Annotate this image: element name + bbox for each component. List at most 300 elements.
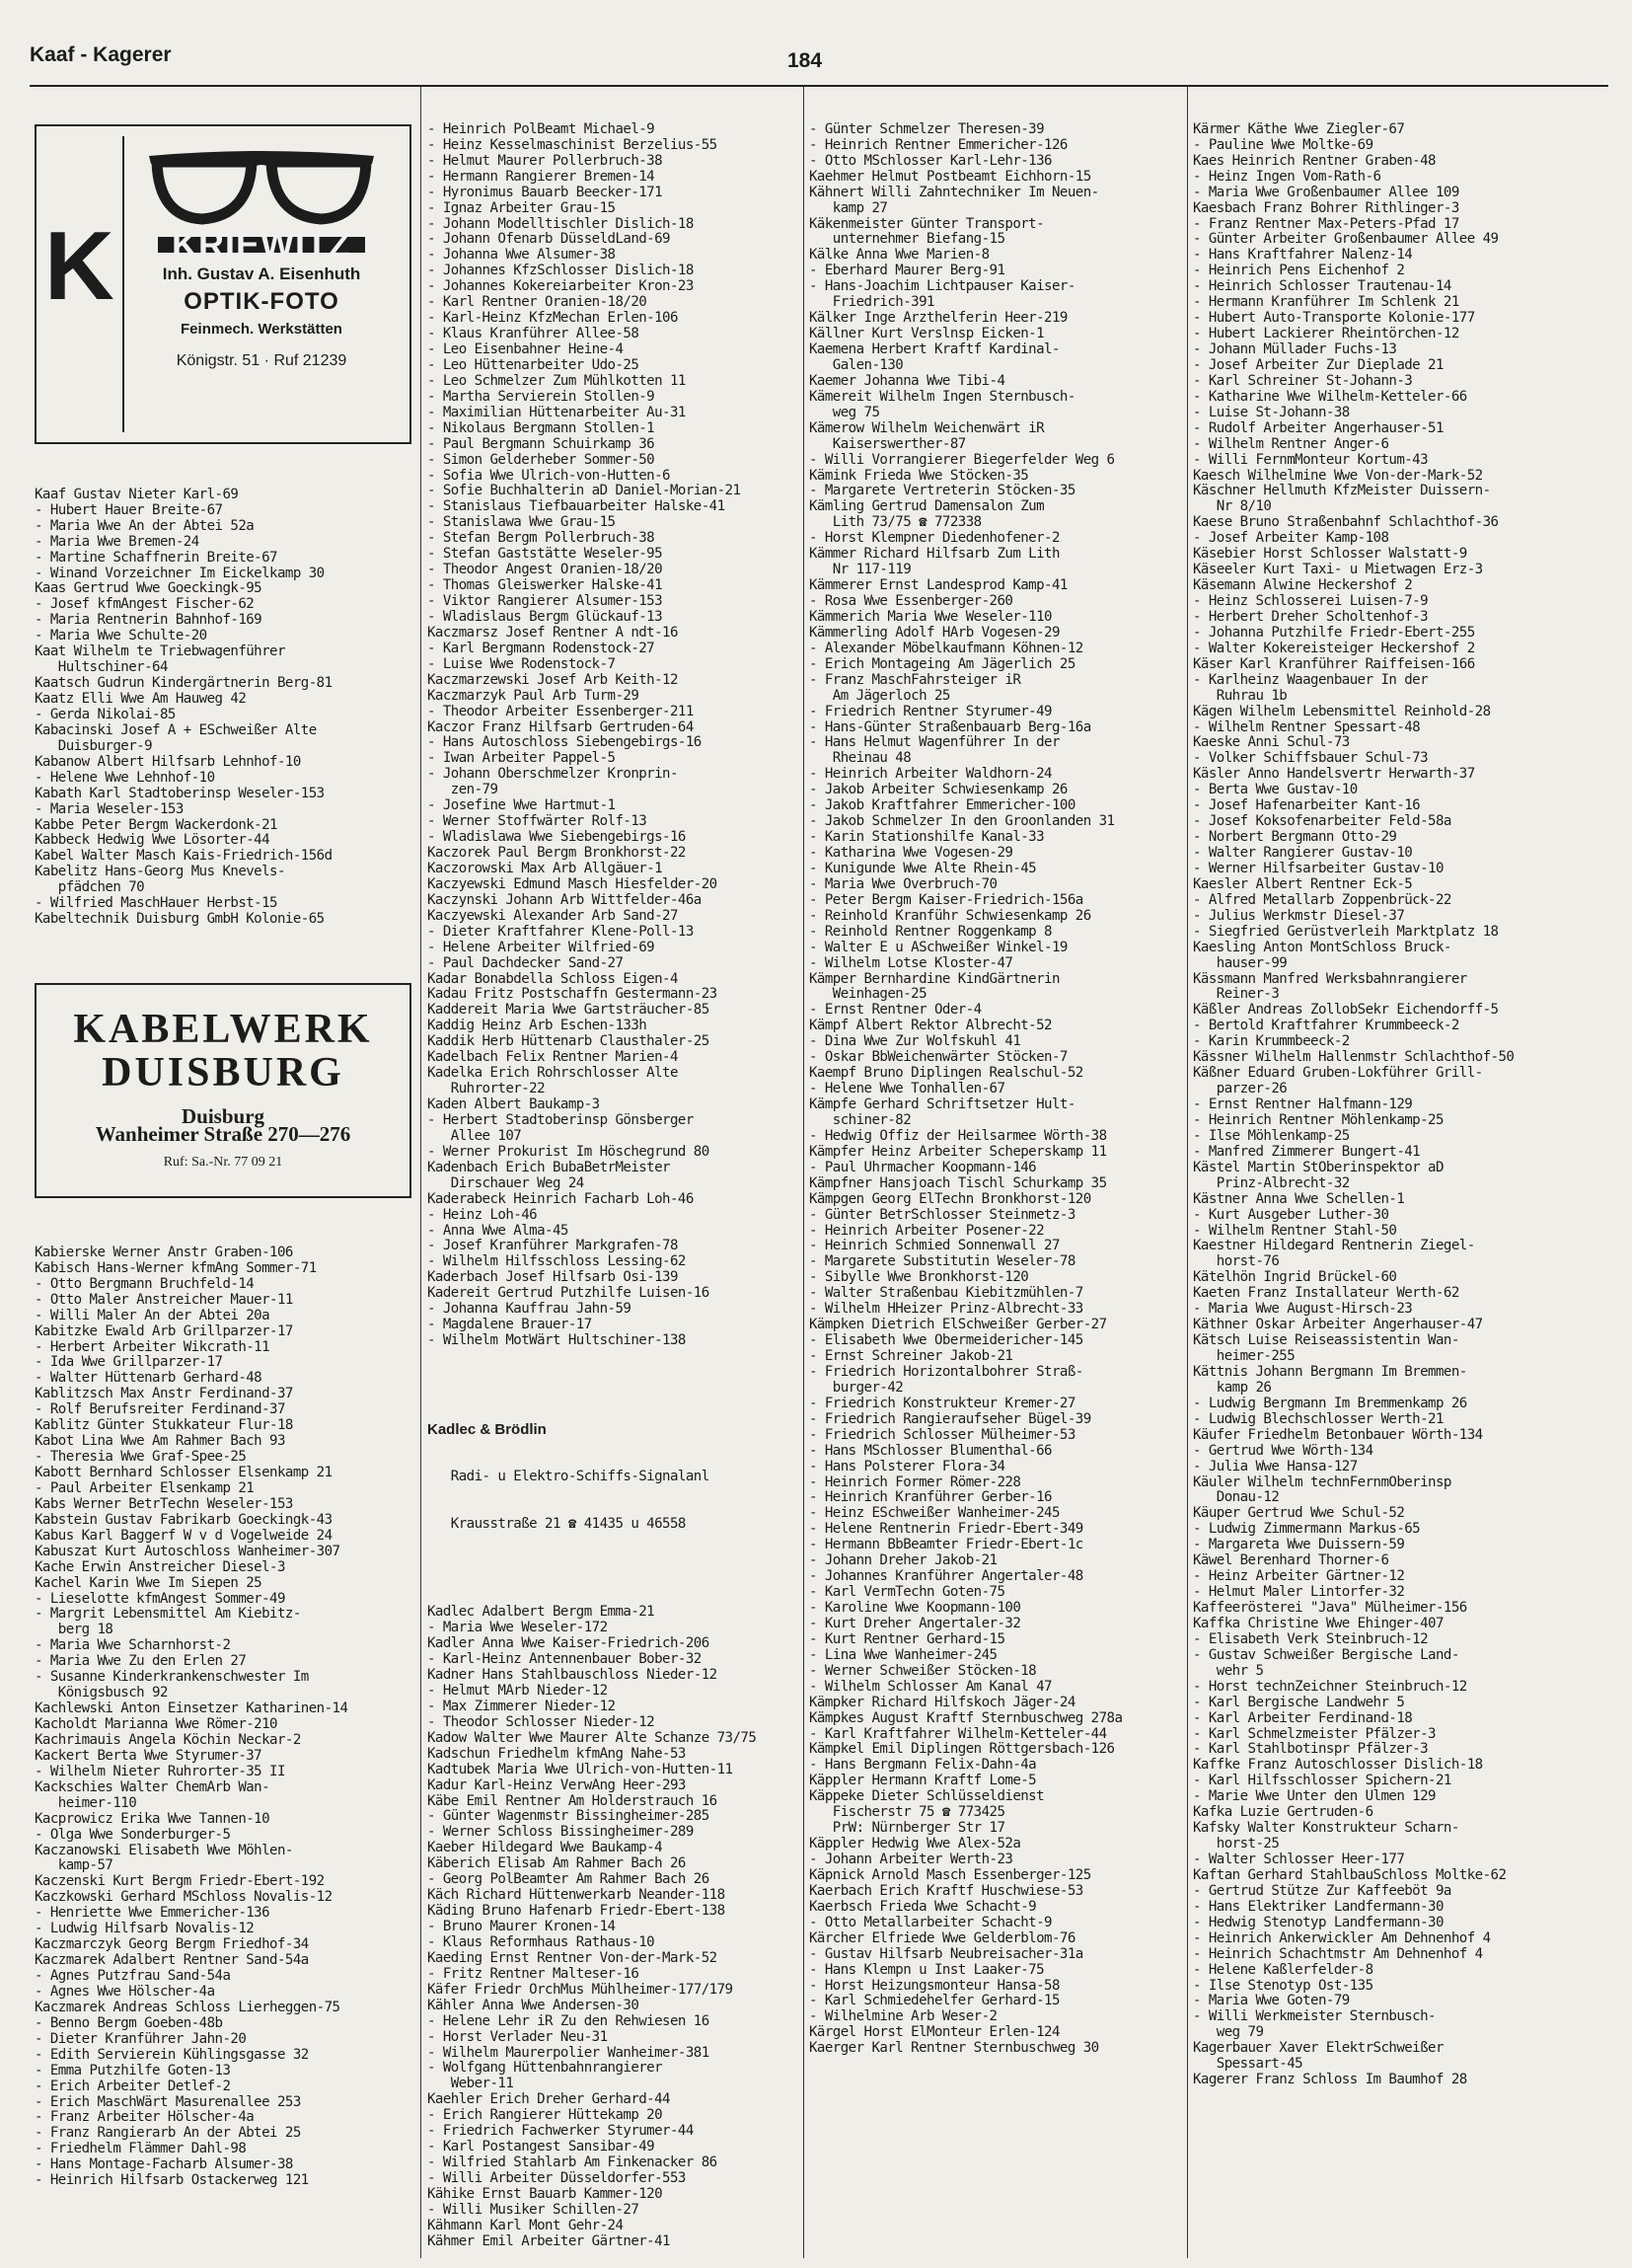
directory-entry: - Ernst Rentner Halfmann-129 <box>1193 1096 1413 1113</box>
directory-entry: Kaczmarek Andreas Schloss Lierheggen-75 <box>35 1999 340 2015</box>
directory-entry: - Leo Schmelzer Zum Mühlkotten 11 <box>427 372 686 389</box>
directory-entry: - Herbert Stadtoberinsp Gönsberger <box>427 1111 694 1128</box>
directory-entry: - Oskar BbWeichenwärter Stöcken-7 <box>809 1049 1068 1066</box>
directory-entry: Kaden Albert Baukamp-3 <box>427 1096 600 1113</box>
directory-entry: - Willi FernmMonteur Kortum-43 <box>1193 451 1429 468</box>
directory-entry: Kaczanowski Elisabeth Wwe Möhlen- <box>35 1842 293 1858</box>
directory-entry: - Willi Maler An der Abtei 20a <box>35 1307 270 1323</box>
directory-entry: Kämmerich Maria Wwe Weseler-110 <box>809 608 1052 625</box>
directory-entry: - Wolfgang Hüttenbahnrangierer <box>427 2060 663 2077</box>
directory-entry: Prinz-Albrecht-32 <box>1193 1174 1350 1191</box>
directory-entry: - Kurt Ausgeber Luther-30 <box>1193 1206 1389 1223</box>
directory-entry: - Gertrud Wwe Wörth-134 <box>1193 1442 1373 1459</box>
directory-entry: - Hans Bergmann Felix-Dahn-4a <box>809 1757 1037 1774</box>
directory-entry: - Franz Rangierarb An der Abtei 25 <box>35 2125 301 2142</box>
directory-entry: - Werner Stoffwärter Rolf-13 <box>427 813 647 830</box>
entry-list <box>809 122 1189 2057</box>
directory-entry: Kabel Walter Masch Kais-Friedrich-156d <box>35 848 333 865</box>
directory-entry: Kaczorowski Max Arb Allgäuer-1 <box>427 860 663 876</box>
directory-entry: - Bruno Maurer Kronen-14 <box>427 1919 616 1935</box>
directory-entry: - Maria Weseler-153 <box>35 800 184 817</box>
directory-entry: - Werner Prokurist Im Höschegrund 80 <box>427 1143 709 1160</box>
directory-entry: - Karl Schmelzmeister Pfälzer-3 <box>1193 1725 1436 1742</box>
directory-entry: Kadelbach Felix Rentner Marien-4 <box>427 1049 678 1066</box>
directory-entry: - Hans Montage-Facharb Alsumer-38 <box>35 2156 293 2173</box>
directory-entry: - Gertrud Stütze Zur Kaffeeböt 9a <box>1193 1882 1451 1899</box>
directory-entry: heimer-110 <box>35 1794 137 1811</box>
directory-entry: - Alfred Metallarb Zoppenbrück-22 <box>1193 891 1451 908</box>
directory-entry: Kaehmer Helmut Postbeamt Eichhorn-15 <box>809 168 1091 185</box>
directory-entry: - Heinrich Pens Eichenhof 2 <box>1193 263 1405 279</box>
directory-entry: - Wilhelm Schlosser Am Kanal 47 <box>809 1678 1052 1695</box>
ad-title-line1: KABELWERK <box>73 1006 373 1052</box>
directory-entry: - Horst Verlader Neu-31 <box>427 2028 608 2045</box>
directory-entry: - Margareta Wwe Duissern-59 <box>1193 1537 1405 1553</box>
directory-column-4 <box>1193 91 1597 2104</box>
directory-entry: - Werner Hilfsarbeiter Gustav-10 <box>1193 860 1444 876</box>
directory-entry: - Johann Ofenarb DüsseldLand-69 <box>427 231 670 248</box>
directory-entry: - Reinhold Rentner Roggenkamp 8 <box>809 923 1052 940</box>
directory-entry: - Karl Postangest Sansibar-49 <box>427 2139 655 2155</box>
directory-entry: Kämereit Wilhelm Ingen Sternbusch- <box>809 388 1076 405</box>
directory-entry: - Friedrich Fachwerker Styrumer-44 <box>427 2123 694 2140</box>
directory-entry: - Josefine Wwe Hartmut-1 <box>427 797 616 814</box>
directory-entry: - Otto MSchlosser Karl-Lehr-136 <box>809 152 1052 169</box>
ad-workshop: Feinmech. Werkstätten <box>181 320 342 338</box>
directory-entry: - Maria Wwe An der Abtei 52a <box>35 517 255 534</box>
directory-entry: - Josef Arbeiter Kamp-108 <box>1193 530 1389 547</box>
entry-list <box>427 1605 800 2249</box>
directory-entry: - Elisabeth Verk Steinbruch-12 <box>1193 1630 1429 1647</box>
directory-entry: - Heinrich Ankerwickler Am Dehnenhof 4 <box>1193 1929 1491 1946</box>
directory-entry: - Paul Dachdecker Sand-27 <box>427 954 624 971</box>
directory-entry: Kacholdt Marianna Wwe Römer-210 <box>35 1716 277 1732</box>
directory-entry: Kabs Werner BetrTechn Weseler-153 <box>35 1495 293 1512</box>
directory-entry: Kaeding Ernst Rentner Von-der-Mark-52 <box>427 1949 717 1966</box>
directory-entry: Kämpfe Gerhard Schriftsetzer Hult- <box>809 1096 1076 1113</box>
directory-entry: - Maria Wwe Zu den Erlen 27 <box>35 1653 247 1670</box>
directory-entry: - Helene Wwe Lehnhof-10 <box>35 769 215 786</box>
directory-entry: kamp-57 <box>35 1857 113 1874</box>
directory-entry: Kaffka Christine Wwe Ehinger-407 <box>1193 1615 1444 1631</box>
directory-entry: Kämmerling Adolf HArb Vogesen-29 <box>809 624 1060 641</box>
directory-entry: Käppler Hedwig Wwe Alex-52a <box>809 1836 1021 1852</box>
directory-entry: Weinhagen-25 <box>809 986 927 1003</box>
directory-entry: - Willi Vorrangierer Biegerfelder Weg 6 <box>809 451 1115 468</box>
directory-entry: - Otto Bergmann Bruchfeld-14 <box>35 1275 255 1292</box>
directory-entry: - Dina Wwe Zur Wolfskuhl 41 <box>809 1033 1021 1050</box>
directory-entry: Kämmerer Ernst Landesprod Kamp-41 <box>809 577 1068 594</box>
directory-entry: Käwel Berenhard Thorner-6 <box>1193 1552 1389 1569</box>
directory-entry: - Karin Krummbeeck-2 <box>1193 1033 1350 1050</box>
directory-entry: - Paul Uhrmacher Koopmann-146 <box>809 1159 1037 1175</box>
directory-entry: - Leo Eisenbahner Heine-4 <box>427 341 624 358</box>
directory-entry: Käßler Andreas ZollobSekr Eichendorff-5 <box>1193 1002 1499 1019</box>
directory-entry: - Hans MSchlosser Blumenthal-66 <box>809 1442 1052 1459</box>
directory-entry: - Heinrich PolBeamt Michael-9 <box>427 120 655 137</box>
directory-entry: Kaczenski Kurt Bergm Friedr-Ebert-192 <box>35 1873 325 1890</box>
directory-entry: - Gustav Schweißer Bergische Land- <box>1193 1646 1459 1663</box>
directory-entry: Kadelka Erich Rohrschlosser Alte <box>427 1065 678 1082</box>
directory-entry: - Thomas Gleiswerker Halske-41 <box>427 577 663 594</box>
directory-entry: Rheinau 48 <box>809 750 912 767</box>
directory-entry: - Winand Vorzeichner Im Eickelkamp 30 <box>35 565 325 581</box>
directory-entry: - Margarete Vertreterin Stöcken-35 <box>809 483 1076 499</box>
directory-entry: - Pauline Wwe Moltke-69 <box>1193 136 1373 153</box>
directory-entry: Kästel Martin StOberinspektor aD <box>1193 1159 1444 1175</box>
directory-entry: Kämpkes August Kraftf Sternbuschweg 278a <box>809 1709 1123 1726</box>
directory-entry: Käser Karl Kranführer Raiffeisen-166 <box>1193 655 1475 672</box>
directory-entry: - Wilhelm Rentner Anger-6 <box>1193 435 1389 452</box>
directory-entry: - Hans Kraftfahrer Nalenz-14 <box>1193 247 1413 264</box>
directory-entry: - Volker Schiffsbauer Schul-73 <box>1193 750 1429 767</box>
directory-entry: - Iwan Arbeiter Pappel-5 <box>427 750 616 767</box>
directory-entry: - Heinrich Kranführer Gerber-16 <box>809 1489 1052 1506</box>
directory-entry: - Hans Klempn u Inst Laaker-75 <box>809 1961 1045 1978</box>
directory-entry: - Karl VermTechn Goten-75 <box>809 1584 1005 1601</box>
ad-phone: Ruf: Sa.-Nr. 77 09 21 <box>163 1155 283 1171</box>
directory-entry: Kätsch Luise Reiseassistentin Wan- <box>1193 1332 1459 1349</box>
directory-entry: - Viktor Rangierer Alsumer-153 <box>427 593 663 610</box>
directory-entry: Kadler Anna Wwe Kaiser-Friedrich-206 <box>427 1635 709 1652</box>
directory-entry: - Emma Putzhilfe Goten-13 <box>35 2062 231 2079</box>
directory-entry: - Otto Maler Anstreicher Mauer-11 <box>35 1291 293 1308</box>
directory-entry: Käberich Elisab Am Rahmer Bach 26 <box>427 1855 686 1872</box>
directory-entry: - Heinrich Schlosser Trautenau-14 <box>1193 278 1451 295</box>
directory-entry: - Ignaz Arbeiter Grau-15 <box>427 199 616 216</box>
directory-column-2 <box>427 91 800 2266</box>
ad-business: OPTIK-FOTO <box>184 287 339 315</box>
directory-entry: Kämpken Dietrich ElSchweißer Gerber-27 <box>809 1317 1107 1333</box>
header-rule <box>30 85 1608 87</box>
directory-entry: - Helene Arbeiter Wilfried-69 <box>427 939 655 955</box>
directory-entry: Kabot Lina Wwe Am Rahmer Bach 93 <box>35 1433 285 1450</box>
directory-entry: - Karl Hilfsschlosser Spichern-21 <box>1193 1773 1451 1789</box>
directory-entry: - Walter Hüttenarb Gerhard-48 <box>35 1370 262 1387</box>
directory-entry: - Erich Rangierer Hüttekamp 20 <box>427 2107 663 2124</box>
directory-entry: kamp 27 <box>809 199 888 216</box>
directory-entry: - Johann Müllader Fuchs-13 <box>1193 341 1397 358</box>
directory-entry: - Karl Schmiedehelfer Gerhard-15 <box>809 1993 1060 2009</box>
directory-entry: - Hyronimus Bauarb Beecker-171 <box>427 184 663 200</box>
directory-entry: - Lieselotte kfmAngest Sommer-49 <box>35 1590 285 1607</box>
directory-entry: - Günter Wagenmstr Bissingheimer-285 <box>427 1808 709 1825</box>
directory-entry: - Olga Wwe Sonderburger-5 <box>35 1826 231 1843</box>
directory-entry: - Günter Schmelzer Theresen-39 <box>809 120 1045 137</box>
directory-entry: weg 75 <box>809 404 880 420</box>
directory-entry: - Horst technZeichner Steinbruch-12 <box>1193 1678 1467 1695</box>
directory-entry: - Wilhelmine Arb Weser-2 <box>809 2008 998 2025</box>
directory-entry: Kadner Hans Stahlbauschloss Nieder-12 <box>427 1667 717 1684</box>
directory-entry: Kaeber Hildegard Wwe Baukamp-4 <box>427 1840 663 1856</box>
directory-entry: Kadschun Friedhelm kfmAng Nahe-53 <box>427 1745 686 1762</box>
directory-entry: Kässmann Manfred Werksbahnrangierer <box>1193 970 1467 987</box>
directory-entry: - Wilhelm MotWärt Hultschiner-138 <box>427 1332 686 1349</box>
directory-entry: Kackschies Walter ChemArb Wan- <box>35 1778 270 1795</box>
directory-entry: - Franz Arbeiter Hölscher-4a <box>35 2109 255 2126</box>
directory-entry: Kacprowicz Erika Wwe Tannen-10 <box>35 1810 270 1827</box>
directory-entry: Kaczynski Johann Arb Wittfelder-46a <box>427 891 702 908</box>
directory-entry: - Heinrich Schmied Sonnenwall 27 <box>809 1238 1060 1254</box>
directory-entry: Kaiserswerther-87 <box>809 435 966 452</box>
directory-entry: - Margrit Lebensmittel Am Kiebitz- <box>35 1606 301 1623</box>
directory-entry: - Heinrich Arbeiter Posener-22 <box>809 1222 1045 1239</box>
directory-entry: - Karl Bergische Landwehr 5 <box>1193 1694 1405 1710</box>
directory-entry: Käuper Gertrud Wwe Schul-52 <box>1193 1505 1405 1522</box>
entry-list <box>1193 122 1597 2088</box>
directory-entry: Nr 117-119 <box>809 562 912 578</box>
directory-entry: Kaderbach Josef Hilfsarb Osi-139 <box>427 1269 678 1286</box>
directory-entry: - Paul Arbeiter Elsenkamp 21 <box>35 1479 255 1496</box>
directory-entry: Kabierske Werner Anstr Graben-106 <box>35 1244 293 1260</box>
directory-entry: Kaes Heinrich Rentner Graben-48 <box>1193 152 1436 169</box>
directory-entry: - Hubert Auto-Transporte Kolonie-177 <box>1193 310 1475 327</box>
directory-entry: - Sofie Buchhalterin aD Daniel-Morian-21 <box>427 483 741 499</box>
directory-entry: Kachrimauis Angela Köchin Neckar-2 <box>35 1731 301 1748</box>
directory-entry: Käkenmeister Günter Transport- <box>809 215 1045 232</box>
directory-entry: Kabbe Peter Bergm Wackerdonk-21 <box>35 816 277 833</box>
directory-entry: Käch Richard Hüttenwerkarb Neander-118 <box>427 1887 725 1904</box>
directory-entry: - Hubert Lackierer Rheintörchen-12 <box>1193 326 1459 342</box>
directory-entry: Kablitzsch Max Anstr Ferdinand-37 <box>35 1386 293 1402</box>
directory-entry: - Kurt Rentner Gerhard-15 <box>809 1630 1005 1647</box>
directory-entry: - Rolf Berufsreiter Ferdinand-37 <box>35 1401 285 1418</box>
directory-entry: - Helene Rentnerin Friedr-Ebert-349 <box>809 1521 1083 1538</box>
directory-entry: Kafka Luzie Gertruden-6 <box>1193 1804 1373 1821</box>
directory-entry: Kämling Gertrud Damensalon Zum <box>809 498 1045 515</box>
directory-entry: - Ida Wwe Grillparzer-17 <box>35 1354 223 1371</box>
directory-entry: - Jakob Arbeiter Schwiesenkamp 26 <box>809 782 1068 798</box>
directory-entry: Kähike Ernst Bauarb Kammer-120 <box>427 2185 663 2202</box>
directory-entry: - Ludwig Zimmermann Markus-65 <box>1193 1521 1421 1538</box>
directory-entry: - Erich Montageing Am Jägerlich 25 <box>809 655 1076 672</box>
directory-entry: Friedrich-391 <box>809 294 934 311</box>
directory-entry: - Hubert Hauer Breite-67 <box>35 501 223 518</box>
directory-entry: Käbe Emil Rentner Am Holderstrauch 16 <box>427 1792 717 1809</box>
directory-entry: - Wilhelm Nieter Ruhrorter-35 II <box>35 1763 285 1779</box>
directory-entry: - Kurt Dreher Angertaler-32 <box>809 1615 1021 1631</box>
directory-entry: - Maria Wwe Großenbaumer Allee 109 <box>1193 184 1459 200</box>
directory-entry: - Ernst Rentner Oder-4 <box>809 1002 982 1019</box>
directory-entry: - Nikolaus Bergmann Stollen-1 <box>427 419 655 436</box>
directory-entry: Lith 73/75 ☎ 772338 <box>809 514 982 531</box>
directory-entry: - Norbert Bergmann Otto-29 <box>1193 829 1397 846</box>
directory-entry: Kabbeck Hedwig Wwe Lösorter-44 <box>35 832 270 849</box>
directory-entry: - Johanna Wwe Alsumer-38 <box>427 247 616 264</box>
directory-entry: Kaatsch Gudrun Kindergärtnerin Berg-81 <box>35 675 333 692</box>
directory-entry: - Herbert Arbeiter Wikcrath-11 <box>35 1338 270 1355</box>
directory-entry: - Helmut MArb Nieder-12 <box>427 1682 608 1699</box>
directory-entry: - Helmut Maurer Pollerbruch-38 <box>427 152 663 169</box>
directory-entry: - Peter Bergm Kaiser-Friedrich-156a <box>809 891 1083 908</box>
directory-entry: Kabelitz Hans-Georg Mus Knevels- <box>35 864 285 880</box>
directory-entry: Kaczyewski Edmund Masch Hiesfelder-20 <box>427 875 717 892</box>
column-divider <box>803 87 804 2258</box>
directory-entry: - Maria Wwe Weseler-172 <box>427 1620 608 1636</box>
directory-entry: Kämmer Richard Hilfsarb Zum Lith <box>809 546 1060 563</box>
directory-entry: - Theodor Arbeiter Essenberger-211 <box>427 703 694 719</box>
directory-entry: - Johanna Kauffrau Jahn-59 <box>427 1301 631 1318</box>
directory-entry: - Karl Kraftfahrer Wilhelm-Ketteler-44 <box>809 1725 1107 1742</box>
directory-entry: Kaatz Elli Wwe Am Hauweg 42 <box>35 691 247 707</box>
directory-entry: Kämpfer Heinz Arbeiter Scheperskamp 11 <box>809 1143 1107 1160</box>
directory-entry: - Maria Wwe Overbruch-70 <box>809 875 998 892</box>
directory-entry: - Josef kfmAngest Fischer-62 <box>35 596 255 613</box>
directory-entry: Reiner-3 <box>1193 986 1280 1003</box>
directory-entry: Kaat Wilhelm te Triebwagenführer <box>35 643 285 660</box>
directory-entry: Hultschiner-64 <box>35 659 168 676</box>
directory-entry: - Ludwig Hilfsarb Novalis-12 <box>35 1921 255 1937</box>
directory-entry: - Hans Polsterer Flora-34 <box>809 1458 1005 1474</box>
directory-entry: Kadereit Gertrud Putzhilfe Luisen-16 <box>427 1285 709 1302</box>
directory-entry: Kache Erwin Anstreicher Diesel-3 <box>35 1558 285 1575</box>
directory-entry: - Helene Lehr iR Zu den Rehwiesen 16 <box>427 2012 709 2029</box>
directory-entry: Kabacinski Josef A + ESchweißer Alte <box>35 721 317 738</box>
directory-entry: Kaempf Bruno Diplingen Realschul-52 <box>809 1065 1083 1082</box>
directory-entry: Kackert Berta Wwe Styrumer-37 <box>35 1747 262 1764</box>
directory-entry: - Ludwig Blechschlosser Werth-21 <box>1193 1410 1444 1427</box>
directory-entry: Donau-12 <box>1193 1489 1280 1506</box>
directory-entry: Kadenbach Erich BubaBetrMeister <box>427 1159 670 1175</box>
directory-entry: - Wilhelm HHeizer Prinz-Albrecht-33 <box>809 1301 1083 1318</box>
directory-entry: - Johann Oberschmelzer Kronprin- <box>427 766 678 783</box>
directory-entry: - Marie Wwe Unter den Ulmen 129 <box>1193 1788 1436 1805</box>
directory-entry: Kämink Frieda Wwe Stöcken-35 <box>809 467 1029 484</box>
directory-entry: - Heinz Kesselmaschinist Berzelius-55 <box>427 136 717 153</box>
directory-entry: Kabott Bernhard Schlosser Elsenkamp 21 <box>35 1465 333 1480</box>
directory-entry: Käuler Wilhelm technFernmOberinsp <box>1193 1474 1451 1490</box>
directory-entry: - Bertold Kraftfahrer Krummbeeck-2 <box>1193 1018 1459 1034</box>
directory-entry: kamp 26 <box>1193 1379 1272 1396</box>
directory-entry: - Horst Heizungsmonteur Hansa-58 <box>809 1977 1060 1994</box>
directory-entry: - Gustav Hilfsarb Neubreisacher-31a <box>809 1945 1083 1962</box>
directory-entry: unternehmer Biefang-15 <box>809 231 1005 248</box>
directory-entry: Kaese Bruno Straßenbahnf Schlachthof-36 <box>1193 514 1499 531</box>
directory-entry: - Josef Hafenarbeiter Kant-16 <box>1193 797 1421 814</box>
directory-entry: - Karin Stationshilfe Kanal-33 <box>809 829 1045 846</box>
directory-entry: Kachel Karin Wwe Im Siepen 25 <box>35 1574 262 1591</box>
directory-entry: - Johannes KfzSchlosser Dislich-18 <box>427 263 694 279</box>
directory-entry: Kaerger Karl Rentner Sternbuschweg 30 <box>809 2040 1099 2057</box>
directory-entry: Kälke Anna Wwe Marien-8 <box>809 247 990 264</box>
directory-entry: - Hans Helmut Wagenführer In der <box>809 734 1060 751</box>
directory-entry: - Simon Gelderheber Sommer-50 <box>427 451 655 468</box>
directory-entry: - Ilse Stenotyp Ost-135 <box>1193 1977 1373 1994</box>
directory-entry: - Heinrich Former Römer-228 <box>809 1474 1021 1490</box>
directory-entry: - Dieter Kranführer Jahn-20 <box>35 2030 247 2047</box>
directory-entry: - Heinrich Rentner Emmericher-126 <box>809 136 1068 153</box>
entry-list <box>35 1246 417 2189</box>
directory-entry: Kämpf Albert Rektor Albrecht-52 <box>809 1018 1052 1034</box>
directory-entry: Kähler Anna Wwe Andersen-30 <box>427 1997 639 2013</box>
directory-entry: Käschner Hellmuth KfzMeister Duissern- <box>1193 483 1491 499</box>
directory-entry: - Wilhelm Rentner Stahl-50 <box>1193 1222 1397 1239</box>
directory-entry: - Otto Metallarbeiter Schacht-9 <box>809 1914 1052 1930</box>
directory-entry: Kaczyewski Alexander Arb Sand-27 <box>427 907 678 924</box>
directory-entry: - Walter E u ASchweißer Winkel-19 <box>809 939 1068 955</box>
directory-entry: - Helene Wwe Tonhallen-67 <box>809 1081 1005 1097</box>
directory-entry: Kabuszat Kurt Autoschloss Wanheimer-307 <box>35 1543 340 1559</box>
directory-entry: PrW: Nürnberger Str 17 <box>809 1820 1005 1837</box>
directory-entry: Ruhrau 1b <box>1193 687 1288 704</box>
directory-entry: Kaddereit Maria Wwe Gartsträucher-85 <box>427 1002 709 1019</box>
directory-entry: - Josef Koksofenarbeiter Feld-58a <box>1193 813 1451 830</box>
directory-entry: - Sofia Wwe Ulrich-von-Hutten-6 <box>427 467 670 484</box>
directory-entry: - Wilfried MaschHauer Herbst-15 <box>35 895 277 912</box>
directory-entry: Kaczor Franz Hilfsarb Gertruden-64 <box>427 718 694 735</box>
directory-entry: - Maria Wwe Scharnhorst-2 <box>35 1637 231 1654</box>
directory-entry: Kaeske Anni Schul-73 <box>1193 734 1350 751</box>
ad-brand: KRIEWITZ <box>158 237 365 253</box>
directory-entry: - Benno Bergm Goeben-48b <box>35 2014 223 2031</box>
directory-entry: parzer-26 <box>1193 1081 1288 1097</box>
directory-entry: Kämpfner Hansjoach Tischl Schurkamp 35 <box>809 1174 1107 1191</box>
directory-entry: Fischerstr 75 ☎ 773425 <box>809 1804 1005 1821</box>
directory-entry: Kärcher Elfriede Wwe Gelderblom-76 <box>809 1929 1076 1946</box>
glasses-icon <box>143 142 380 231</box>
directory-entry: Kaaf Gustav Nieter Karl-69 <box>35 486 239 502</box>
directory-entry: - Julius Werkmstr Diesel-37 <box>1193 907 1405 924</box>
directory-entry: - Helene Kaßlerfelder-8 <box>1193 1961 1373 1978</box>
directory-entry: Kaczmarczyk Georg Bergm Friedhof-34 <box>35 1936 309 1953</box>
directory-entry: pfädchen 70 <box>35 879 145 896</box>
directory-entry: Käßner Eduard Gruben-Lokführer Grill- <box>1193 1065 1483 1082</box>
directory-entry: - Walter Kokereisteiger Heckershof 2 <box>1193 640 1475 656</box>
directory-entry: - Jakob Kraftfahrer Emmericher-100 <box>809 797 1076 814</box>
directory-entry: Käfer Friedr OrchMus Mühlheimer-177/179 <box>427 1981 733 1998</box>
directory-entry: - Johann Modelltischler Dislich-18 <box>427 215 694 232</box>
directory-entry: - Stanislawa Wwe Grau-15 <box>427 514 616 531</box>
directory-entry: Kaczmarzyk Paul Arb Turm-29 <box>427 687 639 704</box>
directory-entry: heimer-255 <box>1193 1348 1296 1365</box>
directory-entry: Kaffke Franz Autoschlosser Dislich-18 <box>1193 1757 1483 1774</box>
directory-entry: - Karoline Wwe Koopmann-100 <box>809 1600 1021 1617</box>
directory-entry: - Wilhelm Lotse Kloster-47 <box>809 954 1013 971</box>
directory-entry: - Wilhelm Maurerpolier Wanheimer-381 <box>427 2044 709 2061</box>
directory-entry: berg 18 <box>35 1622 113 1638</box>
directory-entry: - Hans-Joachim Lichtpauser Kaiser- <box>809 278 1076 295</box>
directory-entry: - Helmut Maler Lintorfer-32 <box>1193 1584 1405 1601</box>
ad-owner: Inh. Gustav A. Eisenhuth <box>162 264 361 283</box>
directory-entry: - Ilse Möhlenkamp-25 <box>1193 1127 1350 1144</box>
ad-address: Königstr. 51 · Ruf 21239 <box>176 351 347 369</box>
directory-entry: - Katharina Wwe Vogesen-29 <box>809 845 1013 862</box>
directory-entry: - Hans Autoschloss Siebengebirgs-16 <box>427 734 702 751</box>
directory-entry: Käppler Hermann Kraftf Lome-5 <box>809 1773 1037 1789</box>
directory-entry: Kaesbach Franz Bohrer Rithlinger-3 <box>1193 199 1459 216</box>
directory-entry: - Heinz Schlosserei Luisen-7-9 <box>1193 593 1429 610</box>
directory-entry: Kaderabeck Heinrich Facharb Loh-46 <box>427 1190 694 1207</box>
directory-entry: Kärgel Horst ElMonteur Erlen-124 <box>809 2024 1060 2041</box>
directory-entry: - Elisabeth Wwe Obermeidericher-145 <box>809 1332 1083 1349</box>
directory-entry: - Leo Hüttenarbeiter Udo-25 <box>427 356 639 373</box>
directory-entry: Kaesch Wilhelmine Wwe Von-der-Mark-52 <box>1193 467 1483 484</box>
directory-entry: Weber-11 <box>427 2076 514 2092</box>
directory-entry: Kadau Fritz Postschaffn Gestermann-23 <box>427 986 717 1003</box>
directory-entry: Kagerbauer Xaver ElektrSchweißer <box>1193 2040 1444 2057</box>
directory-entry: - Friedhelm Flämmer Dahl-98 <box>35 2141 247 2157</box>
directory-entry: - Willi Arbeiter Düsseldorfer-553 <box>427 2170 686 2187</box>
directory-entry: - Willi Werkmeister Sternbusch- <box>1193 2008 1436 2025</box>
directory-entry: Kämper Bernhardine KindGärtnerin <box>809 970 1060 987</box>
directory-entry: - Horst Klempner Diedenhofener-2 <box>809 530 1060 547</box>
directory-entry: - Klaus Kranführer Allee-58 <box>427 326 639 342</box>
directory-entry: - Hedwig Offiz der Heilsarmee Wörth-38 <box>809 1127 1107 1144</box>
directory-entry: - Karlheinz Waagenbauer In der <box>1193 671 1429 688</box>
directory-entry: Kaeten Franz Installateur Werth-62 <box>1193 1285 1459 1302</box>
directory-entry: - Lina Wwe Wanheimer-245 <box>809 1646 998 1663</box>
directory-entry: - Magdalene Brauer-17 <box>427 1317 592 1333</box>
